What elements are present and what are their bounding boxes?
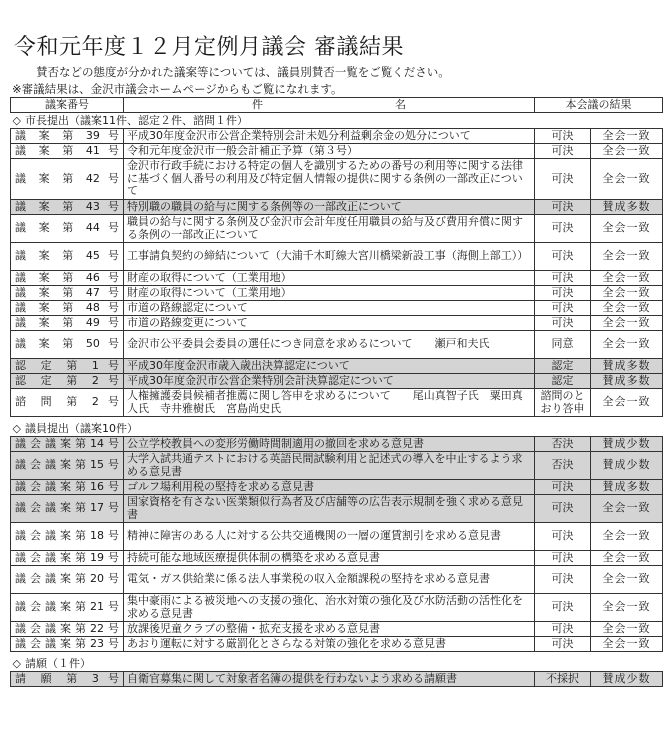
vote-outcome: 全会一致: [591, 316, 663, 331]
decision: 可決: [535, 144, 591, 159]
table-row: [11, 331, 663, 359]
bill-title: 市道の路線認定について: [124, 301, 535, 316]
decision: 可決: [535, 480, 591, 495]
vote-outcome: 賛成少数: [591, 672, 663, 687]
vote-outcome: 全会一致: [591, 622, 663, 637]
table-row: [11, 316, 663, 331]
decision: 認定: [535, 359, 591, 374]
vote-outcome: 全会一致: [591, 551, 663, 566]
vote-outcome: 全会一致: [591, 243, 663, 271]
vote-outcome: 賛成多数: [591, 200, 663, 215]
results-table: [10, 97, 663, 687]
bill-number: 議 案 第 41 号: [11, 144, 124, 159]
vote-outcome: 全会一致: [591, 331, 663, 359]
decision: 可決: [535, 316, 591, 331]
bill-title: 平成30年度金沢市公営企業特別会計決算認定について: [124, 374, 535, 389]
bill-number: 議 案 第 44 号: [11, 215, 124, 243]
bill-number: 議会議案第22号: [11, 622, 124, 637]
table-row: [11, 566, 663, 594]
bill-title: 財産の取得について（工業用地）: [124, 286, 535, 301]
vote-outcome: 賛成少数: [591, 452, 663, 480]
table-row: [11, 271, 663, 286]
bill-number: 議会議案第23号: [11, 637, 124, 652]
bill-number: 議会議案第20号: [11, 566, 124, 594]
table-row: [11, 129, 663, 144]
note-vote-list: 賛否などの態度が分かれた議案等については、議員別賛否一覧をご覧ください。: [36, 65, 450, 79]
vote-outcome: 全会一致: [591, 129, 663, 144]
vote-outcome: 賛成多数: [591, 374, 663, 389]
table-row: [11, 144, 663, 159]
decision: 同意: [535, 331, 591, 359]
vote-outcome: 賛成多数: [591, 359, 663, 374]
decision: 可決: [535, 523, 591, 551]
bill-title: 市道の路線変更について: [124, 316, 535, 331]
decision: 可決: [535, 286, 591, 301]
bill-title: 精神に障害のある人に対する公共交通機関の一層の運賃割引を求める意見書: [124, 523, 535, 551]
table-row: [11, 480, 663, 495]
bill-title: 電気・ガス供給業に係る法人事業税の収入金額課税の堅持を求める意見書: [124, 566, 535, 594]
bill-title: 職員の給与に関する条例及び金沢市会計年度任用職員の給与及び費用弁償に関する条例の一部改正について: [124, 215, 535, 243]
bill-title: 財産の取得について（工業用地）: [124, 271, 535, 286]
decision: 不採択: [535, 672, 591, 687]
bill-number: 議会議案第15号: [11, 452, 124, 480]
section-heading: [11, 421, 663, 437]
decision: 可決: [535, 594, 591, 622]
table-row: [11, 437, 663, 452]
vote-outcome: 全会一致: [591, 523, 663, 551]
table-row: [11, 374, 663, 389]
table-row: [11, 622, 663, 637]
decision: 可決: [535, 637, 591, 652]
bill-title: あおり運転に対する厳罰化とさらなる対策の強化を求める意見書: [124, 637, 535, 652]
vote-outcome: 全会一致: [591, 389, 663, 417]
bill-number: 議会議案第21号: [11, 594, 124, 622]
bill-number: 議会議案第18号: [11, 523, 124, 551]
vote-outcome: 全会一致: [591, 144, 663, 159]
bill-number: 議 案 第 42 号: [11, 159, 124, 200]
vote-outcome: 全会一致: [591, 495, 663, 523]
vote-outcome: 賛成少数: [591, 437, 663, 452]
diamond-icon: ◇: [12, 656, 21, 670]
vote-outcome: 全会一致: [591, 301, 663, 316]
decision: 可決: [535, 215, 591, 243]
bill-number: 諮 問 第 2 号: [11, 389, 124, 417]
table-row: [11, 551, 663, 566]
bill-title: 令和元年度金沢市一般会計補正予算（第３号）: [124, 144, 535, 159]
section-label: 市長提出（議案11件、認定２件、諮問１件）: [24, 113, 248, 127]
bill-title: 自衛官募集に関して対象者名簿の提供を行わないよう求める請願書: [124, 672, 535, 687]
bill-title: 国家資格を有さない医業類似行為者及び店舗等の広告表示規制を強く求める意見書: [124, 495, 535, 523]
bill-title: 持続可能な地域医療提供体制の構築を求める意見書: [124, 551, 535, 566]
section-heading: [11, 113, 663, 129]
bill-number: 議 案 第 49 号: [11, 316, 124, 331]
page-title: 令和元年度１２月定例月議会 審議結果: [14, 35, 404, 60]
vote-outcome: 全会一致: [591, 594, 663, 622]
bill-title: 工事請負契約の締結について（大浦千木町線大宮川橋梁新設工事（海側上部工））: [124, 243, 535, 271]
table-row: [11, 359, 663, 374]
bill-title: 大学入試共通テストにおける英語民間試験利用と記述式の導入を中止するよう求める意見書: [124, 452, 535, 480]
vote-outcome: 全会一致: [591, 286, 663, 301]
note-homepage: ※審議結果は、金沢市議会ホームページからもご覧になれます。: [12, 82, 343, 96]
bill-number: 議会議案第14号: [11, 437, 124, 452]
decision: 否決: [535, 452, 591, 480]
diamond-icon: ◇: [12, 421, 21, 435]
decision: 可決: [535, 551, 591, 566]
decision: 可決: [535, 243, 591, 271]
table-header-row: [11, 98, 663, 113]
vote-outcome: 全会一致: [591, 566, 663, 594]
decision: 諮問のとおり答申: [535, 389, 591, 417]
table-row: [11, 523, 663, 551]
bill-number: 議 案 第 43 号: [11, 200, 124, 215]
bill-title: 平成30年度金沢市歳入歳出決算認定について: [124, 359, 535, 374]
bill-title: 金沢市行政手続における特定の個人を識別するための番号の利用等に関する法律に基づく個人番号の利用及び特定個人情報の提供に関する条例の一部改正について: [124, 159, 535, 200]
bill-number: 議 案 第 46 号: [11, 271, 124, 286]
table-row: [11, 286, 663, 301]
bill-title: 人権擁護委員候補者推薦に関し答申を求めるについて 尾山真智子氏 粟田真人氏 寺井雅樹氏 宮島尚史氏: [124, 389, 535, 417]
bill-number: 認 定 第 1 号: [11, 359, 124, 374]
vote-outcome: 全会一致: [591, 159, 663, 200]
table-row: [11, 637, 663, 652]
section-label: 請願（１件）: [24, 656, 91, 670]
bill-number: 議 案 第 39 号: [11, 129, 124, 144]
table-row: [11, 495, 663, 523]
table-row: [11, 159, 663, 200]
decision: 可決: [535, 566, 591, 594]
bill-title: 集中豪雨による被災地への支援の強化、治水対策の強化及び水防活動の活性化を求める意見書: [124, 594, 535, 622]
table-row: [11, 389, 663, 417]
table-row: [11, 200, 663, 215]
bill-number: 議 案 第 45 号: [11, 243, 124, 271]
header-result: 本会議の結果: [535, 98, 663, 113]
decision: 可決: [535, 159, 591, 200]
decision: 可決: [535, 129, 591, 144]
bill-title: 放課後児童クラブの整備・拡充支援を求める意見書: [124, 622, 535, 637]
bill-title: ゴルフ場利用税の堅持を求める意見書: [124, 480, 535, 495]
decision: 可決: [535, 622, 591, 637]
decision: 可決: [535, 495, 591, 523]
bill-number: 議会議案第19号: [11, 551, 124, 566]
decision: 可決: [535, 200, 591, 215]
table-row: [11, 672, 663, 687]
decision: 可決: [535, 301, 591, 316]
header-title: 件 名: [124, 98, 535, 113]
bill-title: 平成30年度金沢市公営企業特別会計未処分利益剰余金の処分について: [124, 129, 535, 144]
header-number: 議案番号: [11, 98, 124, 113]
bill-title: 金沢市公平委員会委員の選任につき同意を求めるについて 瀬戸和夫氏: [124, 331, 535, 359]
vote-outcome: 賛成多数: [591, 480, 663, 495]
bill-number: 議 案 第 47 号: [11, 286, 124, 301]
decision: 認定: [535, 374, 591, 389]
bill-title: 特別職の職員の給与に関する条例等の一部改正について: [124, 200, 535, 215]
table-row: [11, 452, 663, 480]
bill-number: 認 定 第 2 号: [11, 374, 124, 389]
section-label: 議員提出（議案10件）: [24, 421, 138, 435]
decision: 可決: [535, 271, 591, 286]
diamond-icon: ◇: [12, 113, 21, 127]
section-heading: [11, 656, 663, 672]
vote-outcome: 全会一致: [591, 215, 663, 243]
bill-number: 議 案 第 50 号: [11, 331, 124, 359]
decision: 否決: [535, 437, 591, 452]
bill-number: 議会議案第16号: [11, 480, 124, 495]
table-row: [11, 243, 663, 271]
vote-outcome: 全会一致: [591, 271, 663, 286]
bill-title: 公立学校教員への変形労働時間制適用の撤回を求める意見書: [124, 437, 535, 452]
vote-outcome: 全会一致: [591, 637, 663, 652]
table-row: [11, 301, 663, 316]
table-row: [11, 215, 663, 243]
bill-number: 議会議案第17号: [11, 495, 124, 523]
results-body: [11, 113, 663, 687]
bill-number: 議 案 第 48 号: [11, 301, 124, 316]
bill-number: 請 願 第 3 号: [11, 672, 124, 687]
table-row: [11, 594, 663, 622]
